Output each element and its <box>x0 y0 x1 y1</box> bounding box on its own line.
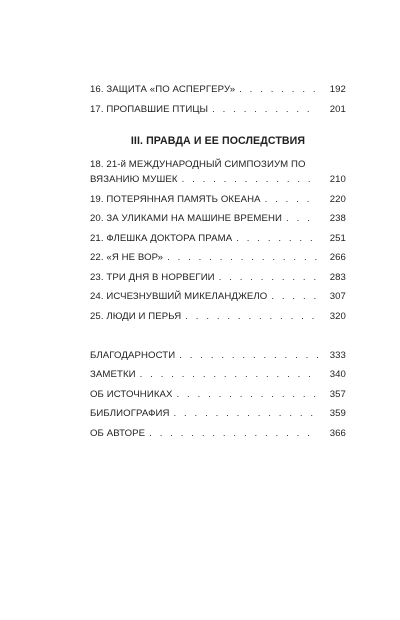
toc-entry-title: БИБЛИОГРАФИЯ <box>90 408 170 419</box>
dot-leader <box>179 348 318 363</box>
toc-entry-17 <box>90 102 346 117</box>
toc-entry-22 <box>90 250 346 265</box>
toc-entry-20 <box>90 211 346 226</box>
dot-leader <box>177 387 318 402</box>
toc-entry-title: 17. ПРОПАВШИЕ ПТИЦЫ <box>90 104 209 115</box>
toc-entry-notes <box>90 367 346 382</box>
dot-leader <box>236 231 318 246</box>
dot-leader <box>174 406 319 421</box>
toc-entry-title-line2: ВЯЗАНИЮ МУШЕК <box>90 174 178 185</box>
toc-entry-bibliography <box>90 406 346 421</box>
toc-entry-page: 359 <box>329 408 346 419</box>
toc-entry-title: 20. ЗА УЛИКАМИ НА МАШИНЕ ВРЕМЕНИ <box>90 213 283 224</box>
dot-leader <box>239 82 318 97</box>
toc-entry-25 <box>90 309 346 324</box>
toc-entry-page: 366 <box>329 428 346 439</box>
toc-entry-title: 16. ЗАЩИТА «ПО АСПЕРГЕРУ» <box>90 84 236 95</box>
dot-leader <box>140 367 318 382</box>
toc-entry-16 <box>90 82 346 97</box>
toc-entry-acknowledgments <box>90 348 346 363</box>
dot-leader <box>182 172 318 187</box>
toc-entry-title: 21. ФЛЕШКА ДОКТОРА ПРАМА <box>90 233 233 244</box>
toc-entry-page: 333 <box>329 350 346 361</box>
dot-leader <box>286 211 318 226</box>
toc-entry-title: ОБ АВТОРЕ <box>90 428 146 439</box>
toc-entry-page: 307 <box>329 291 346 302</box>
dot-leader <box>219 270 318 285</box>
toc-entry-page: 251 <box>329 233 346 244</box>
toc-entry-page: 320 <box>329 311 346 322</box>
toc-entry-18 <box>90 157 346 187</box>
toc-entry-sources <box>90 387 346 402</box>
toc-entry-page: 210 <box>329 174 346 185</box>
toc-entry-title: 24. ИСЧЕЗНУВШИЙ МИКЕЛАНДЖЕЛО <box>90 291 268 302</box>
dot-leader <box>265 192 318 207</box>
toc-entry-21 <box>90 231 346 246</box>
toc-entry-title: ОБ ИСТОЧНИКАХ <box>90 389 173 400</box>
toc-entry-page: 201 <box>329 104 346 115</box>
toc-entry-title: ЗАМЕТКИ <box>90 369 136 380</box>
toc-entry-title: 25. ЛЮДИ И ПЕРЬЯ <box>90 311 182 322</box>
toc-entry-page: 192 <box>329 84 346 95</box>
toc-entry-about-author <box>90 426 346 441</box>
toc-entry-title: 23. ТРИ ДНЯ В НОРВЕГИИ <box>90 272 215 283</box>
dot-leader <box>167 250 318 265</box>
toc-entry-page: 220 <box>329 194 346 205</box>
toc-entry-24 <box>90 289 346 304</box>
toc-entry-title-line1: 18. 21-й МЕЖДУНАРОДНЫЙ СИМПОЗИУМ ПО <box>90 159 306 170</box>
toc-entry-title: 22. «Я НЕ ВОР» <box>90 252 164 263</box>
toc-entry-page: 266 <box>329 252 346 263</box>
toc-entry-19 <box>90 192 346 207</box>
toc-entry-23 <box>90 270 346 285</box>
dot-leader <box>271 289 318 304</box>
toc-entry-page: 357 <box>329 389 346 400</box>
part-heading: III. ПРАВДА И ЕЕ ПОСЛЕДСТВИЯ <box>130 135 306 147</box>
dot-leader <box>212 102 318 117</box>
toc-entry-title: 19. ПОТЕРЯННАЯ ПАМЯТЬ ОКЕАНА <box>90 194 261 205</box>
dot-leader <box>185 309 318 324</box>
toc-entry-page: 283 <box>329 272 346 283</box>
dot-leader <box>149 426 318 441</box>
toc-entry-title: БЛАГОДАРНОСТИ <box>90 350 176 361</box>
toc-entry-page: 340 <box>329 369 346 380</box>
toc-entry-page: 238 <box>329 213 346 224</box>
